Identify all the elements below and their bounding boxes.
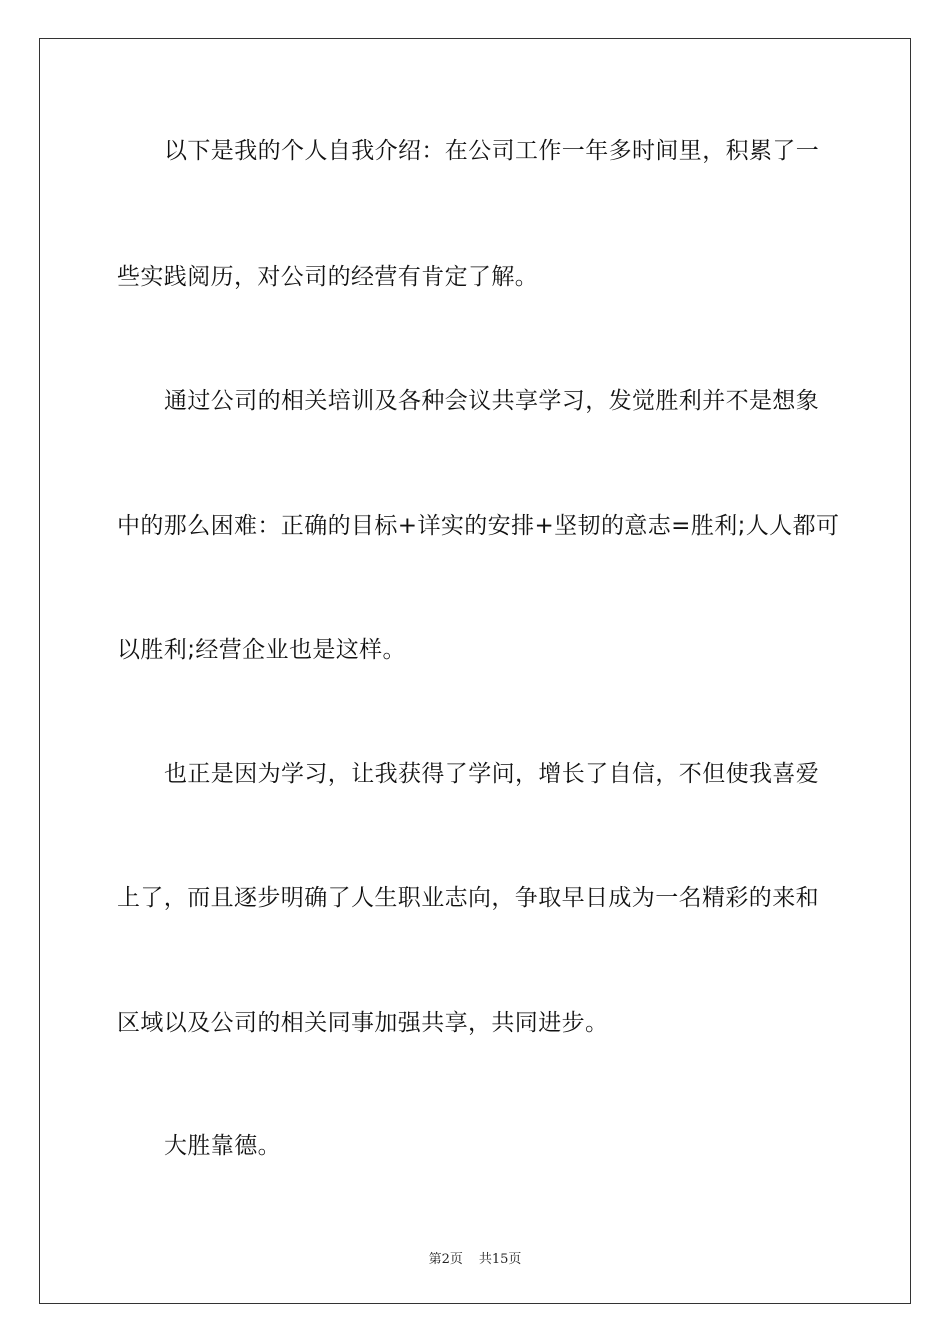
paragraph-2-line-2: 中的那么困难：正确的目标+详实的安排+坚韧的意志=胜利;人人都可 [117, 513, 840, 539]
page-total: 共15页 [478, 1252, 522, 1267]
page-frame [39, 38, 911, 1304]
paragraph-3-line-2: 上了，而且逐步明确了人生职业志向，争取早日成为一名精彩的来和 [117, 885, 819, 911]
paragraph-2-line-1: 通过公司的相关培训及各种会议共享学习，发觉胜利并不是想象 [164, 388, 820, 414]
paragraph-4-line-1: 大胜靠德。 [164, 1133, 281, 1159]
paragraph-2-line-3: 以胜利;经营企业也是这样。 [117, 637, 406, 663]
paragraph-1-line-2: 些实践阅历，对公司的经营有肯定了解。 [117, 264, 539, 290]
paragraph-3-line-1: 也正是因为学习，让我获得了学问，增长了自信，不但使我喜爱 [164, 761, 820, 787]
page-number: 第2页 [428, 1252, 463, 1267]
paragraph-3-line-3: 区域以及公司的相关同事加强共享，共同进步。 [117, 1010, 609, 1036]
page-footer [0, 1248, 950, 1267]
paragraph-1-line-1: 以下是我的个人自我介绍：在公司工作一年多时间里，积累了一 [164, 138, 820, 164]
